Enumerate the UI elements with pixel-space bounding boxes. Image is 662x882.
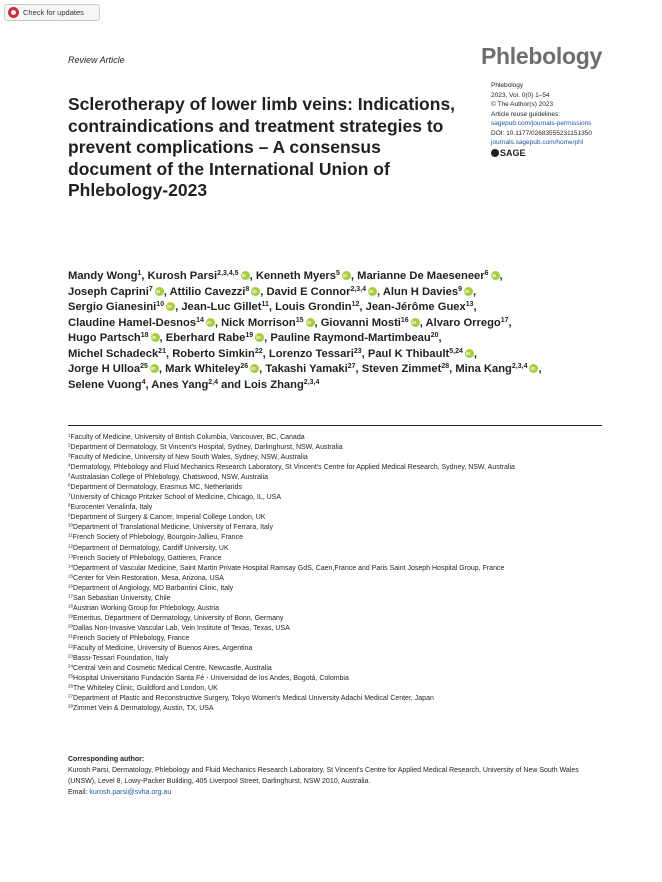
affiliation-text: Australasian College of Phlebology, Chatswood, NSW, Australia xyxy=(70,474,269,482)
author-name: Mina Kang xyxy=(455,363,512,375)
affiliation-item xyxy=(68,664,608,674)
author xyxy=(244,379,319,391)
affiliation-text: Central Vein and Cosmetic Medical Centre, Newcastle, Australia xyxy=(73,665,272,673)
affiliation-number: 13 xyxy=(68,553,74,559)
affiliation-text: Department of Vascular Medicine, Saint Martin Private Hospital Ramsay GdS, Caen,France and Paris Saint Joseph Hospital Group, France xyxy=(73,564,505,572)
author-affiliation-ref: 28 xyxy=(441,363,450,370)
affiliation-text: Department of Surgery & Cancer, Imperial College London, UK xyxy=(70,514,266,522)
author-affiliation-ref: 7 xyxy=(148,285,153,293)
author-affiliation-ref: 25 xyxy=(140,363,148,370)
author-name: Sergio Gianesini xyxy=(68,301,157,313)
author xyxy=(270,332,438,344)
orcid-icon[interactable] xyxy=(241,271,250,280)
check-for-updates-label: Check for updates xyxy=(23,8,84,17)
journal-homepage-link[interactable]: journals.sagepub.com/home/phl xyxy=(491,139,584,146)
author-line xyxy=(68,269,613,285)
author-name: Joseph Caprini xyxy=(68,285,149,298)
affiliation-item xyxy=(68,503,608,513)
affiliation-text: The Whiteley Clinic, Guildford and London, UK xyxy=(73,685,218,693)
affiliation-text: Eurocenter Venalinfa, Italy xyxy=(70,504,153,512)
orcid-icon[interactable] xyxy=(342,271,351,280)
author-name: Roberto Simkin xyxy=(172,347,255,360)
author xyxy=(426,317,509,329)
orcid-icon[interactable] xyxy=(251,287,260,296)
author-name: Louis Grondin xyxy=(275,301,352,313)
crossmark-icon xyxy=(8,7,19,18)
author-name: Anes Yang xyxy=(151,378,209,391)
affiliation-text: French Society of Phlebology, Bourgoin-Jallieu, France xyxy=(72,534,243,542)
author-name: Attilio Cavezzi xyxy=(169,285,246,298)
author-name: Steven Zimmet xyxy=(361,363,442,375)
affiliation-item xyxy=(68,624,608,634)
affiliation-text: Dermatology, Phlebology and Fluid Mechanics Research Laboratory, St Vincent's Centre for Applied Medical Research, Sydney, NSW, Australia xyxy=(70,464,515,472)
author-separator: , xyxy=(262,347,269,360)
orcid-icon[interactable] xyxy=(250,364,259,373)
author-separator: , xyxy=(438,332,442,344)
author-line xyxy=(68,378,613,394)
author xyxy=(267,286,378,298)
author xyxy=(221,317,314,329)
author xyxy=(256,270,351,282)
author-separator: , xyxy=(449,363,456,375)
affiliation-item xyxy=(68,513,608,523)
author-name: Claudine Hamel-Desnos xyxy=(68,316,197,329)
orcid-icon[interactable] xyxy=(306,318,315,327)
affiliation-item xyxy=(68,604,608,614)
orcid-icon[interactable] xyxy=(255,333,264,342)
author xyxy=(68,317,215,329)
orcid-icon[interactable] xyxy=(150,364,159,373)
publisher-name: SAGE xyxy=(500,147,526,158)
author xyxy=(368,348,474,360)
affiliation-number: 23 xyxy=(68,653,74,659)
author-separator: , xyxy=(355,363,362,375)
affiliation-item xyxy=(68,634,608,644)
affiliation-item xyxy=(68,433,608,443)
author xyxy=(366,301,474,313)
orcid-icon[interactable] xyxy=(368,287,377,296)
affiliation-number: 1 xyxy=(68,432,71,438)
affiliation-text: Bassi-Tessari Foundation, Italy xyxy=(73,655,169,663)
author-separator: , xyxy=(377,285,383,298)
author xyxy=(357,270,499,282)
author-affiliation-ref: 2,4 xyxy=(208,378,219,386)
affiliation-item xyxy=(68,584,608,594)
affiliation-item xyxy=(68,443,608,453)
sage-logo-icon xyxy=(491,149,499,157)
affiliation-number: 3 xyxy=(68,452,71,458)
affiliation-text: Dallas Non-Invasive Vascular Lab, Vein Institute of Texas, Texas, USA xyxy=(73,624,290,632)
affiliation-number: 7 xyxy=(68,492,71,498)
author xyxy=(68,332,160,344)
author-affiliation-ref: 23 xyxy=(353,347,362,355)
author-separator: , xyxy=(419,316,426,329)
orcid-icon[interactable] xyxy=(206,318,215,327)
affiliation-text: Department of Dermatology, St Vincent's Hospital, Sydney, Darlinghurst, NSW, Australia xyxy=(70,444,343,452)
author xyxy=(151,379,218,391)
corresponding-email-row xyxy=(68,787,608,798)
author xyxy=(170,286,261,298)
author-name: Alvaro Orrego xyxy=(425,316,501,329)
affiliation-text: Department of Translational Medicine, University of Ferrara, Italy xyxy=(73,524,273,532)
author-affiliation-ref: 8 xyxy=(245,285,250,293)
affiliation-number: 5 xyxy=(68,472,71,478)
author-name: Jorge H Ulloa xyxy=(68,363,141,375)
author-name: Kurosh Parsi xyxy=(147,270,218,282)
author-affiliation-ref: 26 xyxy=(240,363,249,370)
affiliation-text: Department of Dermatology, Cardiff University, UK xyxy=(73,544,229,552)
author-name: Lorenzo Tessari xyxy=(268,347,354,360)
author-separator: , xyxy=(141,270,148,282)
affiliation-item xyxy=(68,594,608,604)
author-name: Takashi Yamaki xyxy=(265,363,348,375)
affiliation-text: Faculty of Medicine, University of Buenos Aires, Argentina xyxy=(73,644,253,652)
affiliation-number: 17 xyxy=(68,593,74,599)
affiliation-item xyxy=(68,704,608,714)
affiliation-item xyxy=(68,544,608,554)
affiliation-number: 25 xyxy=(68,673,74,679)
affiliation-number: 10 xyxy=(68,522,74,528)
affiliation-item xyxy=(68,483,608,493)
affiliation-number: 26 xyxy=(68,683,74,689)
affiliation-text: San Sebastian University, Chile xyxy=(73,594,171,602)
article-type: Review Article xyxy=(68,55,125,65)
author-name: Mark Whiteley xyxy=(165,363,241,375)
author-list xyxy=(68,269,613,393)
author-name: Nick Morrison xyxy=(221,316,296,329)
affiliation-number: 11 xyxy=(68,532,73,538)
author-name: Pauline Raymond-Martimbeau xyxy=(270,332,431,344)
author-affiliation-ref: 2,3,4,5 xyxy=(217,270,239,277)
orcid-icon[interactable] xyxy=(464,287,473,296)
affiliation-number: 15 xyxy=(68,573,74,579)
orcid-icon[interactable] xyxy=(491,271,500,280)
check-for-updates-button[interactable] xyxy=(4,4,100,21)
journal-logo: Phlebology xyxy=(481,43,602,69)
author-name: Hugo Partsch xyxy=(68,332,141,344)
affiliation-number: 20 xyxy=(68,623,74,629)
affiliation-text: University of Chicago Pritzker School of Medicine, Chicago, IL, USA xyxy=(70,494,281,502)
author xyxy=(68,379,145,391)
affiliation-number: 18 xyxy=(68,603,74,609)
affiliation-number: 16 xyxy=(68,583,74,589)
affiliation-number: 28 xyxy=(68,703,74,709)
author-separator: , xyxy=(359,301,366,313)
affiliation-number: 9 xyxy=(68,512,71,518)
author xyxy=(455,363,538,375)
author xyxy=(68,301,175,313)
affiliation-number: 12 xyxy=(68,543,74,549)
meta-line: © The Author(s) 2023 xyxy=(491,101,554,108)
affiliation-text: Department of Dermatology, Erasmus MC, Netherlands xyxy=(70,484,242,492)
affiliation-text: French Society of Phlebology, France xyxy=(73,634,190,642)
affiliation-number: 14 xyxy=(68,563,74,569)
affiliation-item xyxy=(68,554,608,564)
author-affiliation-ref: 4 xyxy=(141,378,146,386)
author-name: Giovanni Mosti xyxy=(320,316,401,329)
author-line xyxy=(68,331,613,347)
author-affiliation-ref: 18 xyxy=(140,332,149,339)
author-separator: , xyxy=(508,316,512,329)
corresponding-heading: Corresponding author: xyxy=(68,756,145,763)
orcid-icon[interactable] xyxy=(411,318,420,327)
author-name: Alun H Davies xyxy=(382,285,459,298)
author-affiliation-ref: 2,3,4 xyxy=(511,363,528,370)
author-separator: , xyxy=(165,347,173,360)
author xyxy=(265,363,355,375)
affiliation-item xyxy=(68,493,608,503)
author-affiliation-ref: 15 xyxy=(295,316,304,324)
affiliation-number: 24 xyxy=(68,663,74,669)
affiliation-item xyxy=(68,564,608,574)
divider xyxy=(68,425,602,426)
email-label: Email: xyxy=(68,789,88,796)
journal-meta xyxy=(491,81,641,158)
author xyxy=(68,348,166,360)
author-line xyxy=(68,347,613,363)
corresponding-author xyxy=(68,754,608,798)
affiliation-item xyxy=(68,654,608,664)
affiliation-text: Hospital Universitario Fundación Santa Fé - Universidad de los Andes, Bogotá, Colombia xyxy=(73,675,349,683)
author-separator: , xyxy=(314,316,321,329)
orcid-icon[interactable] xyxy=(166,302,175,311)
author xyxy=(148,270,250,282)
meta-line: Phlebology xyxy=(491,82,524,89)
author-affiliation-ref: 14 xyxy=(196,316,204,324)
affiliation-number: 4 xyxy=(68,462,71,468)
author-affiliation-ref: 9 xyxy=(458,285,462,293)
affiliation-number: 21 xyxy=(68,633,74,639)
publisher-logo xyxy=(491,149,641,159)
author-affiliation-ref: 16 xyxy=(400,316,409,324)
author xyxy=(275,301,359,313)
affiliation-text: Center for Vein Restoration, Mesa, Arizona, USA xyxy=(73,574,224,582)
affiliations xyxy=(68,433,608,714)
author-line xyxy=(68,362,613,378)
author-affiliation-ref: 13 xyxy=(465,301,474,308)
affiliation-item xyxy=(68,694,608,704)
author-separator: , xyxy=(260,285,267,298)
affiliation-text: Department of Angiology, MD Barbantini Clinic, Italy xyxy=(73,584,234,592)
author-name: Mandy Wong xyxy=(68,270,138,282)
author-separator: , xyxy=(499,270,503,282)
affiliation-number: 19 xyxy=(68,613,74,619)
corresponding-body: Kurosh Parsi, Dermatology, Phlebology and Fluid Mechanics Research Laboratory, St Vincent's Centre for Applied Medical Research, University of New South Wales (UNSW), Level 8, Lowy-Packer Building, 405 Liverpool Street, Darlinghurst, NSW 2010, Australia. xyxy=(68,767,579,785)
meta-line: Article reuse guidelines: xyxy=(491,110,561,118)
author-affiliation-ref: 5 xyxy=(336,270,340,277)
author-affiliation-ref: 27 xyxy=(347,363,356,370)
author-separator: , xyxy=(159,332,166,344)
author-separator: , xyxy=(145,378,152,391)
author-separator: , xyxy=(473,347,478,360)
affiliation-item xyxy=(68,684,608,694)
author-line xyxy=(68,285,613,301)
author-name: Lois Zhang xyxy=(244,378,304,391)
doi: DOI: 10.1177/02683555231151350 xyxy=(491,129,592,137)
author-separator: , xyxy=(163,285,170,298)
affiliation-text: Department of Plastic and Reconstructive Surgery, Tokyo Women's Medical University Adachi Medical Center, Japan xyxy=(73,695,434,703)
author xyxy=(172,348,262,360)
affiliation-text: French Society of Phlebology, Gattieres, France xyxy=(73,554,222,562)
author-name: Eberhard Rabe xyxy=(165,332,246,344)
author-name: Jean-Jérôme Guex xyxy=(365,301,466,313)
affiliation-item xyxy=(68,473,608,483)
meta-line: 2023, Vol. 0(0) 1–54 xyxy=(491,91,550,99)
author xyxy=(321,317,420,329)
author-affiliation-ref: 17 xyxy=(500,316,509,324)
author xyxy=(383,286,473,298)
author-name: Jean-Luc Gillet xyxy=(181,301,262,313)
author-affiliation-ref: 19 xyxy=(245,332,254,339)
author-separator: , xyxy=(264,332,271,344)
affiliation-item xyxy=(68,614,608,624)
author xyxy=(165,363,259,375)
orcid-icon[interactable] xyxy=(151,333,160,342)
author-separator: , xyxy=(259,363,266,375)
author-affiliation-ref: 1 xyxy=(137,270,142,277)
affiliation-item xyxy=(68,463,608,473)
author-separator: , xyxy=(175,301,182,313)
author-affiliation-ref: 2,3,4 xyxy=(303,378,320,386)
affiliation-text: Austrian Working Group for Phlebology, Austria xyxy=(73,604,220,612)
author-name: Michel Schadeck xyxy=(68,347,159,360)
author-separator: , xyxy=(473,301,477,313)
author-affiliation-ref: 22 xyxy=(254,347,263,355)
author-affiliation-ref: 5,24 xyxy=(449,347,463,355)
author-separator: , xyxy=(249,270,256,282)
author-separator: , xyxy=(350,270,358,282)
author-affiliation-ref: 10 xyxy=(156,301,165,308)
author-name: Selene Vuong xyxy=(68,378,142,391)
author xyxy=(68,363,159,375)
author-separator: , xyxy=(158,363,166,375)
article-title: Sclerotherapy of lower limb veins: Indications, contraindications and treatment strategies to prevent complications – A consensus document of the International Union of Phlebology-2023 xyxy=(68,94,456,200)
author xyxy=(269,348,362,360)
author-affiliation-ref: 11 xyxy=(261,301,269,308)
author xyxy=(362,363,449,375)
author-separator: , xyxy=(214,316,222,329)
affiliation-item xyxy=(68,674,608,684)
affiliation-item xyxy=(68,533,608,543)
affiliation-item xyxy=(68,574,608,584)
affiliation-number: 8 xyxy=(68,502,71,508)
author-separator: , xyxy=(538,363,542,375)
author-separator: , xyxy=(361,347,368,360)
author-affiliation-ref: 12 xyxy=(351,301,360,308)
author-affiliation-ref: 6 xyxy=(484,270,489,277)
affiliation-item xyxy=(68,453,608,463)
affiliation-number: 6 xyxy=(68,482,71,488)
email-link[interactable]: kurosh.parsi@svha.org.au xyxy=(89,789,172,796)
affiliation-text: Zimmet Vein & Dermatology, Austin, TX, USA xyxy=(73,705,214,713)
affiliation-number: 22 xyxy=(68,643,74,649)
author xyxy=(68,286,164,298)
author-name: Kenneth Myers xyxy=(255,270,337,282)
affiliation-text: Emeritus, Department of Dermatology, University of Bonn, Germany xyxy=(73,614,284,622)
author-name: David E Connor xyxy=(266,285,351,298)
affiliation-text: Faculty of Medicine, University of New South Wales, Sydney, NSW, Australia xyxy=(70,454,308,462)
author-separator: and xyxy=(218,378,245,391)
author xyxy=(166,332,264,344)
affiliation-item xyxy=(68,644,608,654)
affiliation-number: 2 xyxy=(68,442,71,448)
author-line xyxy=(68,300,613,316)
affiliation-item xyxy=(68,523,608,533)
author xyxy=(181,301,269,313)
affiliation-text: Faculty of Medicine, University of British Columbia, Vancouver, BC, Canada xyxy=(70,434,305,441)
author-name: Paul K Thibault xyxy=(367,347,450,360)
author-separator: , xyxy=(472,285,477,298)
author-name: Marianne De Maeseneer xyxy=(357,270,485,282)
orcid-icon[interactable] xyxy=(465,349,474,358)
author-affiliation-ref: 20 xyxy=(430,332,439,339)
author-separator: , xyxy=(268,301,276,313)
author-line xyxy=(68,316,613,332)
author-affiliation-ref: 21 xyxy=(158,347,166,355)
orcid-icon[interactable] xyxy=(155,287,164,296)
author-affiliation-ref: 2,3,4 xyxy=(350,285,367,293)
affiliation-number: 27 xyxy=(68,693,74,699)
author xyxy=(68,270,141,282)
permissions-link[interactable]: sagepub.com/journals-permissions xyxy=(491,120,592,127)
